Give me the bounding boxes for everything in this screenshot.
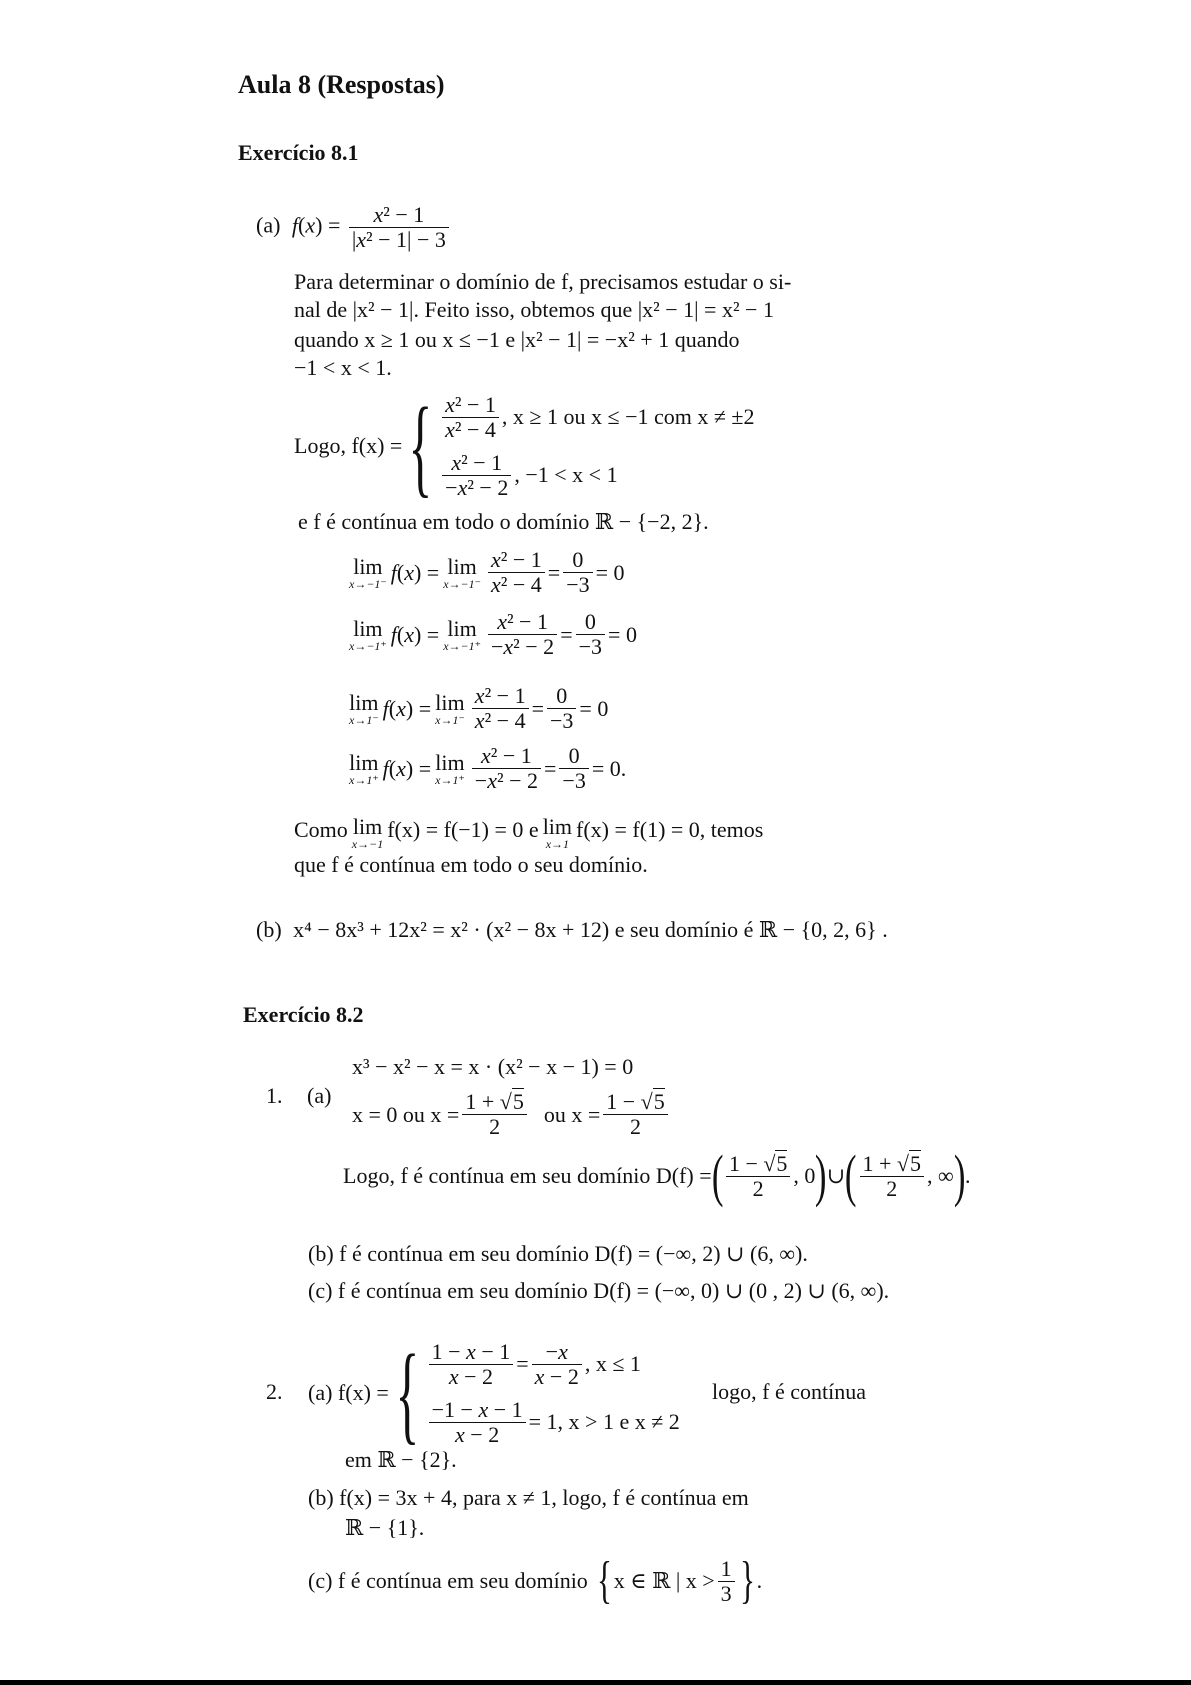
roots-part-b: ou x = xyxy=(543,1101,601,1127)
ex81-b-text: x⁴ − 8x³ + 12x² = x² · (x² − 8x + 12) e seu domínio é ℝ − {0, 2, 6} . xyxy=(293,917,888,942)
logo-1a-text: Logo, f é contínua em seu domínio D(f) = xyxy=(343,1163,712,1188)
ex81-para-line1: Para determinar o domínio de f, precisamos estudar o si- xyxy=(294,269,792,294)
como-word: Como xyxy=(294,817,348,842)
ex81-logo-label: Logo, f(x) = xyxy=(294,433,403,458)
ex81-como-line1: Como lim x→−1 f(x) = f(−1) = 0 e lim x→1 f(x) = f(1) = 0, temos xyxy=(294,814,764,851)
item-2a-label: (a) f(x) = xyxy=(308,1380,389,1405)
limit-row-1: lim x→−1⁻ f ( x ) = lim x→−1⁻ $\frac{\text{x² − 1}}{\text{x² − 4}}$ = $\frac{0}{-3}$ = 0 xyxy=(349,547,625,597)
ex81-case-2: $\frac{\text{x² − 1}}{\text{−x² − 2}}$ , −1 < x < 1 xyxy=(439,446,754,504)
ex82-case-2: $\frac{-1 - x - 1}{x - 2}$ = 1, x > 1 e x ≠ 2 xyxy=(426,1393,680,1451)
ex82-item1-number: 1. xyxy=(266,1083,283,1108)
set-condition: x ∈ ℝ | x > xyxy=(613,1568,715,1593)
ex82-2b-line1: (b) f(x) = 3x + 4, para x ≠ 1, logo, f é contínua em xyxy=(308,1485,749,1510)
exercise-8-1-heading: Exercício 8.1 xyxy=(238,140,359,165)
ex81-para-line2: nal de |x² − 1|. Feito isso, obtemos que |x² − 1| = x² − 1 xyxy=(294,297,774,322)
page-title: Aula 8 (Respostas) xyxy=(238,70,445,99)
ex81-b-label: (b) xyxy=(256,917,282,942)
ex81-b xyxy=(256,916,888,944)
ex81-a-fraction: $\frac{\text{x² − 1}}{\text{|x² − 1| − 3}}$ xyxy=(349,203,449,252)
limit-row-3: lim x→1⁻ f ( x ) = lim x→1⁻ $\frac{\text{x² − 1}}{\text{x² − 4}}$ = $\frac{0}{-3}$ = 0 xyxy=(349,683,609,733)
ex81-para-line4: −1 < x < 1. xyxy=(294,355,392,380)
left-brace-icon: { xyxy=(395,1332,420,1454)
ex82-2c: (c) f é contínua em seu domínio { x ∈ ℝ | x > $\frac{1}{3}$ } . xyxy=(308,1552,763,1609)
como-part-c: f(x) = f(1) = 0, temos xyxy=(576,817,764,842)
ex82-roots: x = 0 ou x = $\frac{1 + √5}{2}$ ou x = $\frac{1 - √5}{2}$ xyxy=(352,1090,671,1139)
left-brace-icon: { xyxy=(408,385,433,507)
ex82-1b: (b) f é contínua em seu domínio D(f) = (−∞, 2) ∪ (6, ∞). xyxy=(308,1241,808,1266)
ex82-case-2-condition: = 1, x > 1 e x ≠ 2 xyxy=(528,1409,680,1434)
ex81-case-1: $\frac{\text{x² − 1}}{\text{x² − 4}}$ , x ≥ 1 ou x ≤ −1 com x ≠ ±2 xyxy=(439,388,754,446)
ex82-case-1-condition: , x ≤ 1 xyxy=(584,1351,641,1376)
roots-part-a: x = 0 ou x = xyxy=(352,1101,460,1127)
ex81-case-1-condition: , x ≥ 1 ou x ≤ −1 com x ≠ ±2 xyxy=(501,404,755,429)
ex81-a-formula: (a) f(x) = $\frac{\text{x² − 1}}{\text{|x² − 1| − 3}}$ xyxy=(256,203,452,252)
ex82-case-1: $\frac{1 - x - 1}{x - 2}$ = $\frac{-x}{x - 2}$ , x ≤ 1 xyxy=(426,1335,680,1393)
ex82-eq1: x³ − x² − x = x · (x² − x − 1) = 0 xyxy=(352,1054,634,1079)
como-part-b: f(x) = f(−1) = 0 e xyxy=(387,817,539,842)
item-2c-text: (c) f é contínua em seu domínio xyxy=(308,1568,588,1593)
ex81-piecewise xyxy=(294,385,755,507)
ex81-a-label: (a) xyxy=(256,212,281,238)
ex82-2a-em: em ℝ − {2}. xyxy=(345,1447,457,1472)
ex82-2b-line2: ℝ − {1}. xyxy=(345,1515,425,1540)
bottom-rule xyxy=(0,1680,1191,1685)
ex82-1a-domain: Logo, f é contínua em seu domínio D(f) = ( $\frac{1 - √5}{2}$ , 0 ) ∪ ( $\frac{1 + √5}{2}$ , ∞ ) . xyxy=(343,1143,971,1208)
ex82-2a-logo: logo, f é contínua xyxy=(712,1379,866,1404)
exercise-8-2-heading: Exercício 8.2 xyxy=(243,1002,364,1027)
limit-row-4: lim x→1⁺ f ( x ) = lim x→1⁺ $\frac{\text{x² − 1}}{\text{−x² − 2}}$ = $\frac{0}{-3}$ = 0. xyxy=(349,743,627,793)
ex81-continuity-statement: e f é contínua em todo o domínio ℝ − {−2, 2}. xyxy=(298,509,709,534)
limit-row-2: lim x→−1⁺ f ( x ) = lim x→−1⁺ $\frac{\text{x² − 1}}{\text{−x² − 2}}$ = $\frac{0}{-3}$ = 0 xyxy=(349,609,637,659)
ex81-como-line2: que f é contínua em todo o seu domínio. xyxy=(294,852,648,877)
ex82-1c: (c) f é contínua em seu domínio D(f) = (−∞, 0) ∪ (0 , 2) ∪ (6, ∞). xyxy=(308,1278,890,1303)
ex81-para-line3: quando x ≥ 1 ou x ≤ −1 e |x² − 1| = −x² + 1 quando xyxy=(294,327,740,352)
ex81-case-2-condition: , −1 < x < 1 xyxy=(514,462,618,487)
ex82-item1a-label: (a) xyxy=(307,1083,332,1108)
ex82-item2-number: 2. xyxy=(266,1379,283,1404)
ex82-2a-piecewise xyxy=(308,1332,680,1454)
